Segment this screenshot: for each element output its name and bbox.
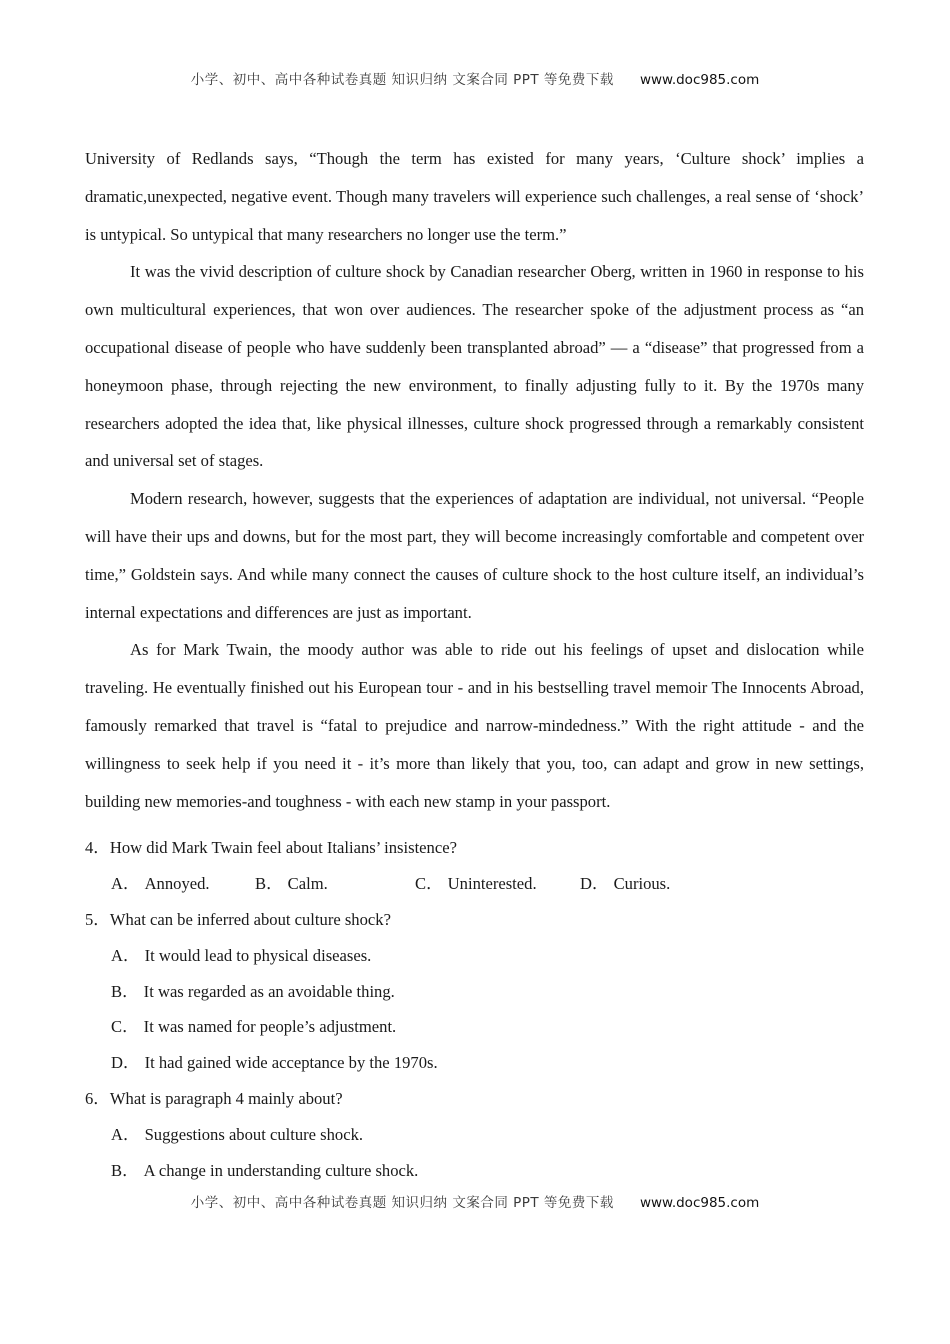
passage-text bbox=[85, 140, 864, 820]
question-4-stem-text: How did Mark Twain feel about Italians’ insistence? bbox=[109, 838, 457, 858]
question-6-options bbox=[85, 1117, 864, 1189]
question-5-option-d[interactable]: D． It had gained wide acceptance by the 1970s. bbox=[111, 1053, 438, 1073]
footer-watermark bbox=[0, 1191, 950, 1211]
passage-paragraph-4: As for Mark Twain, the moody author was able to ride out his feelings of upset and dislocation while traveling. He eventually finished out his European tour - and in his bestselling travel memoir The Innocents Abroad, famously remarked that travel is “fatal to prejudice and narrow-mindedness.” With the right attitude - and the willingness to seek help if you need it - it’s more than likely that you, too, can adapt and grow in new settings, building new memories-and toughness - with each new stamp in your passport. bbox=[85, 640, 864, 811]
question-4-option-d[interactable]: D． Curious. bbox=[580, 874, 671, 894]
question-4-option-b[interactable]: B． Calm. bbox=[255, 874, 328, 894]
question-5-option-b[interactable]: B． It was regarded as an avoidable thing. bbox=[111, 981, 395, 1001]
question-4-stem bbox=[85, 830, 864, 866]
question-4 bbox=[85, 830, 864, 902]
question-5-number: 5． bbox=[85, 909, 110, 929]
question-6-stem bbox=[85, 1081, 864, 1117]
question-6-number: 6． bbox=[85, 1088, 110, 1108]
question-5 bbox=[85, 902, 864, 1081]
passage-paragraph-1: University of Redlands says, “Though the term has existed for many years, ‘Culture shock’ implies a dramatic,unexpected, negative event. Though many travelers will experience such challenges, a real sense of ‘shock’ is untypical. So untypical that many researchers no longer use the term.” bbox=[85, 149, 864, 244]
header-watermark-chinese-text: 小学、初中、高中各种试卷真题 知识归纳 文案合同 PPT 等免费下载 bbox=[190, 72, 614, 88]
question-4-option-c[interactable]: C． Uninterested. bbox=[415, 874, 537, 894]
question-4-number: 4． bbox=[85, 838, 110, 858]
question-6-option-a[interactable]: A． Suggestions about culture shock. bbox=[111, 1124, 364, 1144]
question-5-option-a[interactable]: A． It would lead to physical diseases. bbox=[111, 945, 372, 965]
question-6 bbox=[85, 1081, 864, 1188]
footer-watermark-chinese-text: 小学、初中、高中各种试卷真题 知识归纳 文案合同 PPT 等免费下载 bbox=[190, 1195, 614, 1211]
question-6-option-b[interactable]: B． A change in understanding culture shock. bbox=[111, 1160, 419, 1180]
question-6-stem-text: What is paragraph 4 mainly about? bbox=[109, 1088, 343, 1108]
question-5-stem bbox=[85, 902, 864, 938]
question-5-options bbox=[85, 938, 864, 1081]
footer-watermark-url: www.doc985.com bbox=[639, 1195, 760, 1211]
questions-list bbox=[85, 830, 864, 1188]
document-body bbox=[85, 140, 864, 1188]
header-watermark-url: www.doc985.com bbox=[639, 72, 760, 88]
passage-paragraph-3: Modern research, however, suggests that the experiences of adaptation are individual, not universal. “People will have their ups and downs, but for the most part, they will become increasingly comfortable and competent over time,” Goldstein says. And while many connect the causes of culture shock to the host culture itself, an individual’s internal expectations and differences are just as important. bbox=[85, 489, 864, 622]
passage-paragraph-2: It was the vivid description of culture shock by Canadian researcher Oberg, written in 1960 in response to his own multicultural experiences, that won over audiences. The researcher spoke of the adjustment process as “an occupational disease of people who have suddenly been transplanted abroad” — a “disease” that progressed from a honeymoon phase, through rejecting the new environment, to finally adjusting fully to it. By the 1970s many researchers adopted the idea that, like physical illnesses, culture shock progressed through a remarkably consistent and universal set of stages. bbox=[85, 262, 864, 471]
question-5-stem-text: What can be inferred about culture shock? bbox=[109, 909, 391, 929]
header-watermark bbox=[0, 68, 950, 88]
question-4-option-a[interactable]: A． Annoyed. bbox=[111, 874, 210, 894]
question-5-option-c[interactable]: C． It was named for people’s adjustment. bbox=[111, 1017, 397, 1037]
question-4-options bbox=[85, 866, 864, 902]
